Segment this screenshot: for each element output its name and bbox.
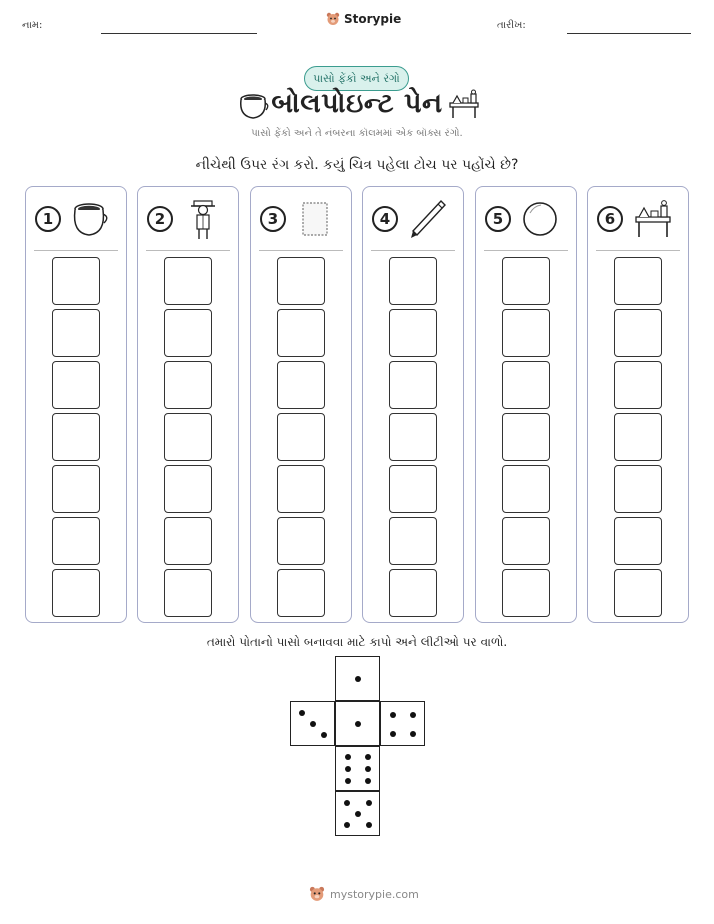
footer [309,886,419,902]
color-box[interactable] [277,361,325,409]
workbench-icon [447,88,481,120]
color-box[interactable] [164,413,212,461]
color-box[interactable] [277,413,325,461]
color-box[interactable] [389,257,437,305]
color-box[interactable] [614,465,662,513]
color-box[interactable] [164,257,212,305]
column-divider [371,250,455,251]
color-box[interactable] [614,361,662,409]
pip [355,676,361,682]
color-box[interactable] [502,361,550,409]
die-face-6[interactable] [335,746,380,791]
column-number: 6 [597,206,623,232]
color-box[interactable] [502,517,550,565]
color-box[interactable] [502,465,550,513]
pip [366,822,372,828]
color-box[interactable] [389,465,437,513]
pip [355,811,361,817]
storypie-logo [326,12,401,26]
column-1 [25,186,127,623]
color-box[interactable] [52,517,100,565]
paper-icon [293,197,339,242]
column-2 [137,186,239,623]
pip [390,731,396,737]
pip [345,778,351,784]
color-box[interactable] [164,309,212,357]
die-face-4[interactable] [380,701,425,746]
color-box[interactable] [502,413,550,461]
column-number: 3 [260,206,286,232]
pip [366,800,372,806]
pot-icon [68,197,114,242]
column-divider [259,250,343,251]
color-box[interactable] [277,309,325,357]
subtitle: પાસો ફેંકો અને તે નંબરના કૉલમમાં એક બૉક્સ રંગો. [251,128,463,139]
workbench-icon [630,197,676,242]
column-number: 4 [372,206,398,232]
column-3 [250,186,352,623]
pip [365,778,371,784]
storypie-bear-icon [326,12,340,26]
color-box[interactable] [52,465,100,513]
pip [410,731,416,737]
color-box[interactable] [164,361,212,409]
color-box[interactable] [614,413,662,461]
name-label: નામ: [22,20,43,31]
date-line[interactable] [567,33,691,34]
column-4 [362,186,464,623]
name-line[interactable] [101,33,257,34]
pip [310,721,316,727]
color-box[interactable] [502,569,550,617]
pip [345,754,351,760]
column-5 [475,186,577,623]
color-box[interactable] [502,257,550,305]
pip [390,712,396,718]
color-box[interactable] [52,309,100,357]
color-box[interactable] [502,309,550,357]
pip [355,721,361,727]
column-divider [146,250,230,251]
column-divider [34,250,118,251]
color-box[interactable] [389,413,437,461]
column-6 [587,186,689,623]
ball-icon [518,197,564,242]
pip [321,732,327,738]
column-divider [484,250,568,251]
color-box[interactable] [277,517,325,565]
color-box[interactable] [277,465,325,513]
color-box[interactable] [614,257,662,305]
pip [344,822,350,828]
logo-text: Storypie [344,12,402,26]
column-number: 2 [147,206,173,232]
pip [345,766,351,772]
color-box[interactable] [614,569,662,617]
activity-pill: પાસો ફેંકો અને રંગો [304,66,409,91]
dice-instruction: તમારો પોતાનો પાસો બનાવવા માટે કાપો અને લીટીઓ પર વાળો. [206,635,508,649]
color-box[interactable] [389,517,437,565]
pip [410,712,416,718]
die-face-1-center[interactable] [335,701,380,746]
color-box[interactable] [277,257,325,305]
color-box[interactable] [164,569,212,617]
color-box[interactable] [52,413,100,461]
inventor-icon [180,197,226,242]
color-box[interactable] [614,309,662,357]
color-box[interactable] [614,517,662,565]
color-box[interactable] [164,465,212,513]
column-number: 1 [35,206,61,232]
column-divider [596,250,680,251]
pip [344,800,350,806]
pip [365,754,371,760]
color-box[interactable] [389,309,437,357]
question-text: નીચેથી ઉપર રંગ કરો. કયું ચિત્ર પહેલા ટોચ પર પહોંચે છે? [195,157,519,173]
die-face-1[interactable] [335,656,380,701]
date-label: તારીખ: [497,20,526,31]
pen-icon [405,197,451,242]
color-box[interactable] [389,569,437,617]
color-box[interactable] [277,569,325,617]
color-box[interactable] [164,517,212,565]
color-box[interactable] [52,361,100,409]
storypie-bear-icon [309,886,325,902]
column-number: 5 [485,206,511,232]
color-box[interactable] [52,257,100,305]
die-face-3[interactable] [290,701,335,746]
pip [299,710,305,716]
pip [365,766,371,772]
color-box[interactable] [52,569,100,617]
page-title: બોલપોઇન્ટ પેન [271,88,443,119]
color-box[interactable] [389,361,437,409]
die-face-5[interactable] [335,791,380,836]
footer-site[interactable]: mystorypie.com [330,887,419,901]
